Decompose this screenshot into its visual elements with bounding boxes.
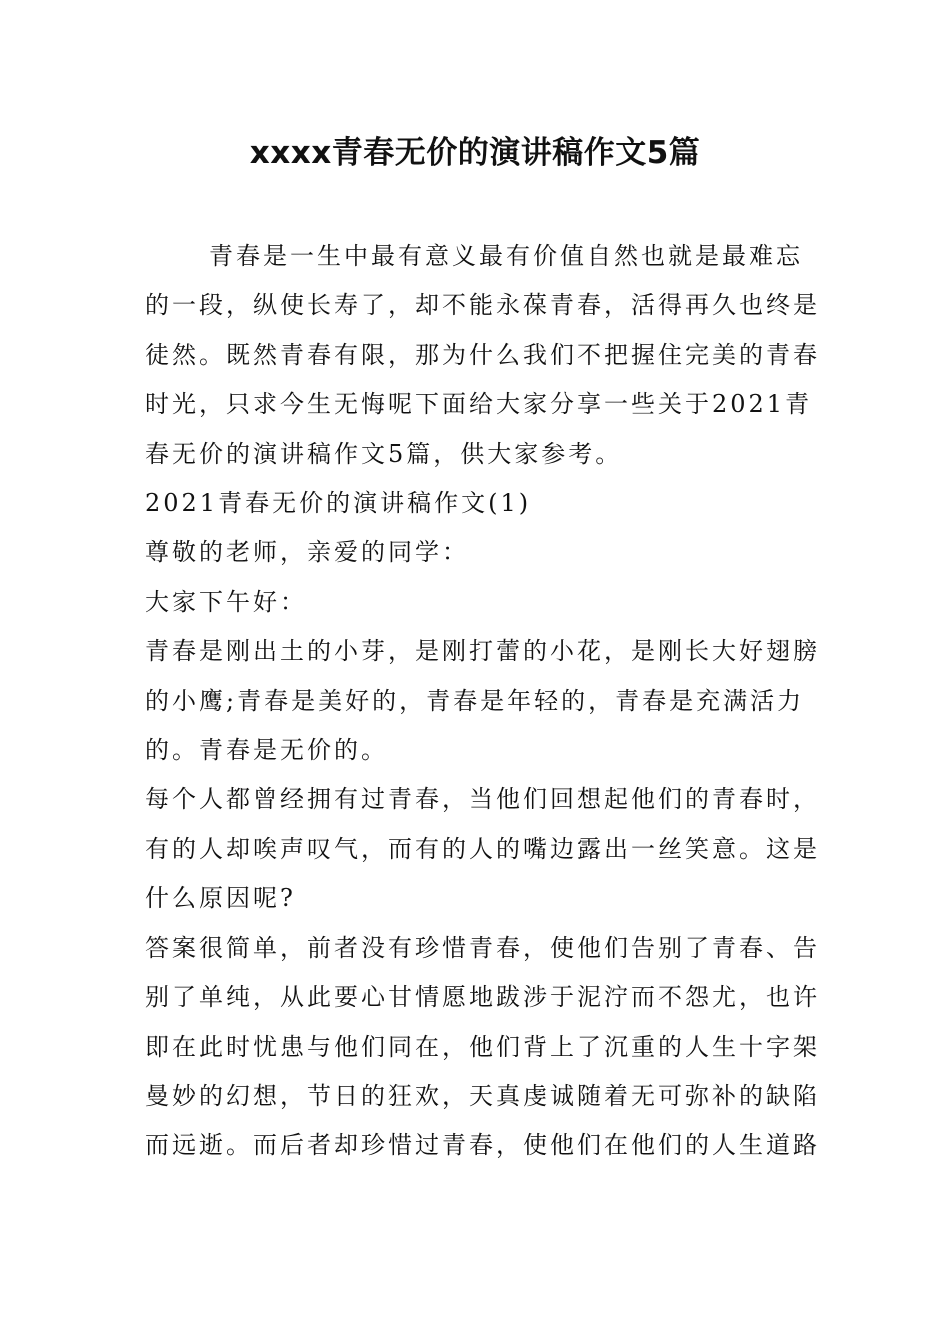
body-paragraph: 答案很简单，前者没有珍惜青春，使他们告别了青春、告别了单纯，从此要心甘情愿地跋涉于泥泞而不怨尤，也许即在此时忧患与他们同在，他们背上了沉重的人生十字架曼妙的幻想，节日的狂欢，天真虔诚随着无可弥补的缺陷而远逝。而后者却珍惜过青春，使他们在他们的人生道路 <box>145 933 820 1160</box>
document-title: xxxx青春无价的演讲稿作文5篇 <box>249 135 701 171</box>
body-paragraph: 每个人都曾经拥有过青春，当他们回想起他们的青春时，有的人却唉声叹气，而有的人的嘴边露出一丝笑意。这是什么原因呢? <box>145 785 820 913</box>
greeting-paragraph: 大家下午好： <box>145 587 307 616</box>
intro-paragraph: 青春是一生中最有意义最有价值自然也就是最难忘的一段，纵使长寿了，却不能永葆青春，活得再久也终是徒然。既然青春有限，那为什么我们不把握住完美的青春时光，只求今生无悔呢下面给大家分享一些关于2021青春无价的演讲稿作文5篇，供大家参考。 <box>145 242 820 468</box>
salutation-paragraph: 尊敬的老师，亲爱的同学： <box>145 538 469 567</box>
section-heading: 2021青春无价的演讲稿作文(1) <box>145 489 532 518</box>
document-body <box>145 232 825 1171</box>
body-paragraph: 青春是刚出土的小芽，是刚打蕾的小花，是刚长大好翅膀的小鹰;青春是美好的，青春是年轻的，青春是充满活力的。青春是无价的。 <box>145 637 820 765</box>
